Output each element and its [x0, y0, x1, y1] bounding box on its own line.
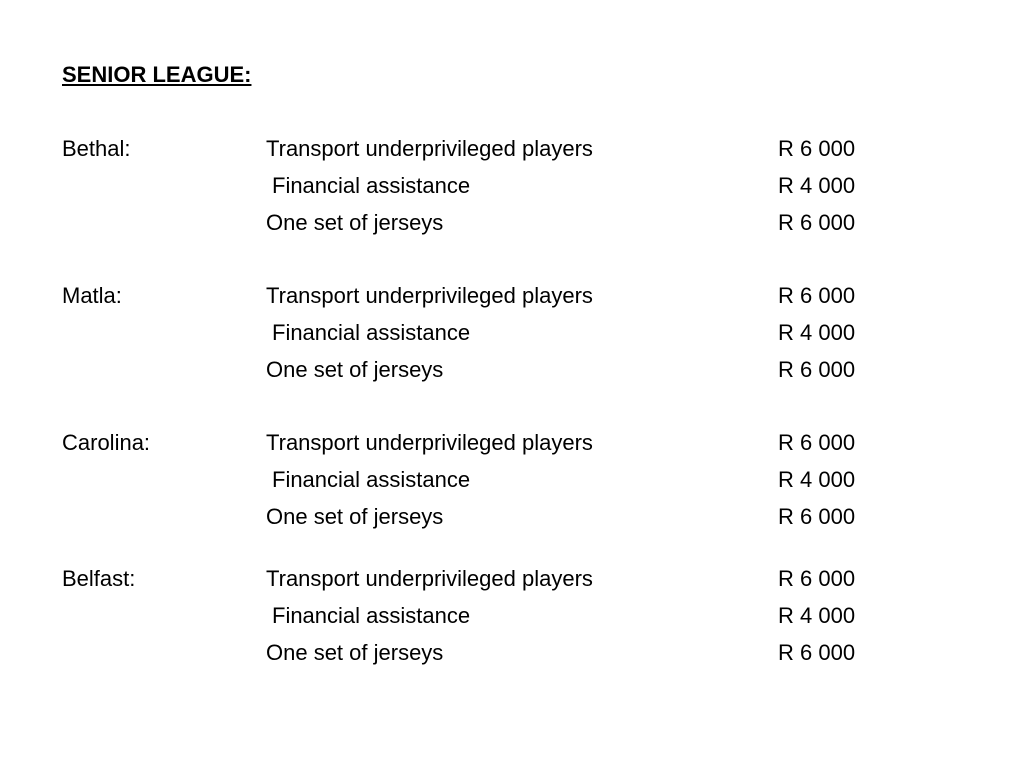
item-description: Financial assistance: [272, 603, 471, 628]
item-amount: R 6 000: [778, 566, 856, 591]
club-section-matla: [0, 281, 1024, 401]
item-description: Transport underprivileged players: [266, 430, 593, 455]
item-description: One set of jerseys: [266, 357, 444, 382]
list-item: [0, 638, 1024, 668]
item-description: Transport underprivileged players: [266, 283, 593, 308]
list-item: [0, 428, 1024, 458]
item-description: One set of jerseys: [266, 504, 444, 529]
item-amount: R 6 000: [778, 210, 856, 235]
item-description: Financial assistance: [272, 320, 471, 345]
item-description: Transport underprivileged players: [266, 566, 593, 591]
item-description: Financial assistance: [272, 467, 471, 492]
item-amount: R 6 000: [778, 640, 856, 665]
club-name: Matla:: [62, 283, 122, 308]
page-title: SENIOR LEAGUE:: [62, 62, 252, 87]
item-amount: R 6 000: [778, 357, 856, 382]
list-item: [0, 208, 1024, 238]
list-item: [0, 564, 1024, 594]
list-item: [0, 601, 1024, 631]
club-name: Bethal:: [62, 136, 131, 161]
club-name: Belfast:: [62, 566, 136, 591]
item-description: Transport underprivileged players: [266, 136, 593, 161]
item-amount: R 4 000: [778, 320, 856, 345]
item-amount: R 4 000: [778, 173, 856, 198]
item-amount: R 4 000: [778, 467, 856, 492]
list-item: [0, 171, 1024, 201]
item-amount: R 4 000: [778, 603, 856, 628]
list-item: [0, 318, 1024, 348]
item-description: Financial assistance: [272, 173, 471, 198]
club-section-carolina: [0, 428, 1024, 548]
item-amount: R 6 000: [778, 504, 856, 529]
list-item: [0, 355, 1024, 385]
club-section-belfast: [0, 564, 1024, 684]
item-amount: R 6 000: [778, 283, 856, 308]
list-item: [0, 502, 1024, 532]
list-item: [0, 465, 1024, 495]
item-amount: R 6 000: [778, 430, 856, 455]
item-description: One set of jerseys: [266, 210, 444, 235]
item-amount: R 6 000: [778, 136, 856, 161]
club-section-bethal: [0, 134, 1024, 254]
list-item: [0, 134, 1024, 164]
item-description: One set of jerseys: [266, 640, 444, 665]
club-name: Carolina:: [62, 430, 151, 455]
list-item: [0, 281, 1024, 311]
